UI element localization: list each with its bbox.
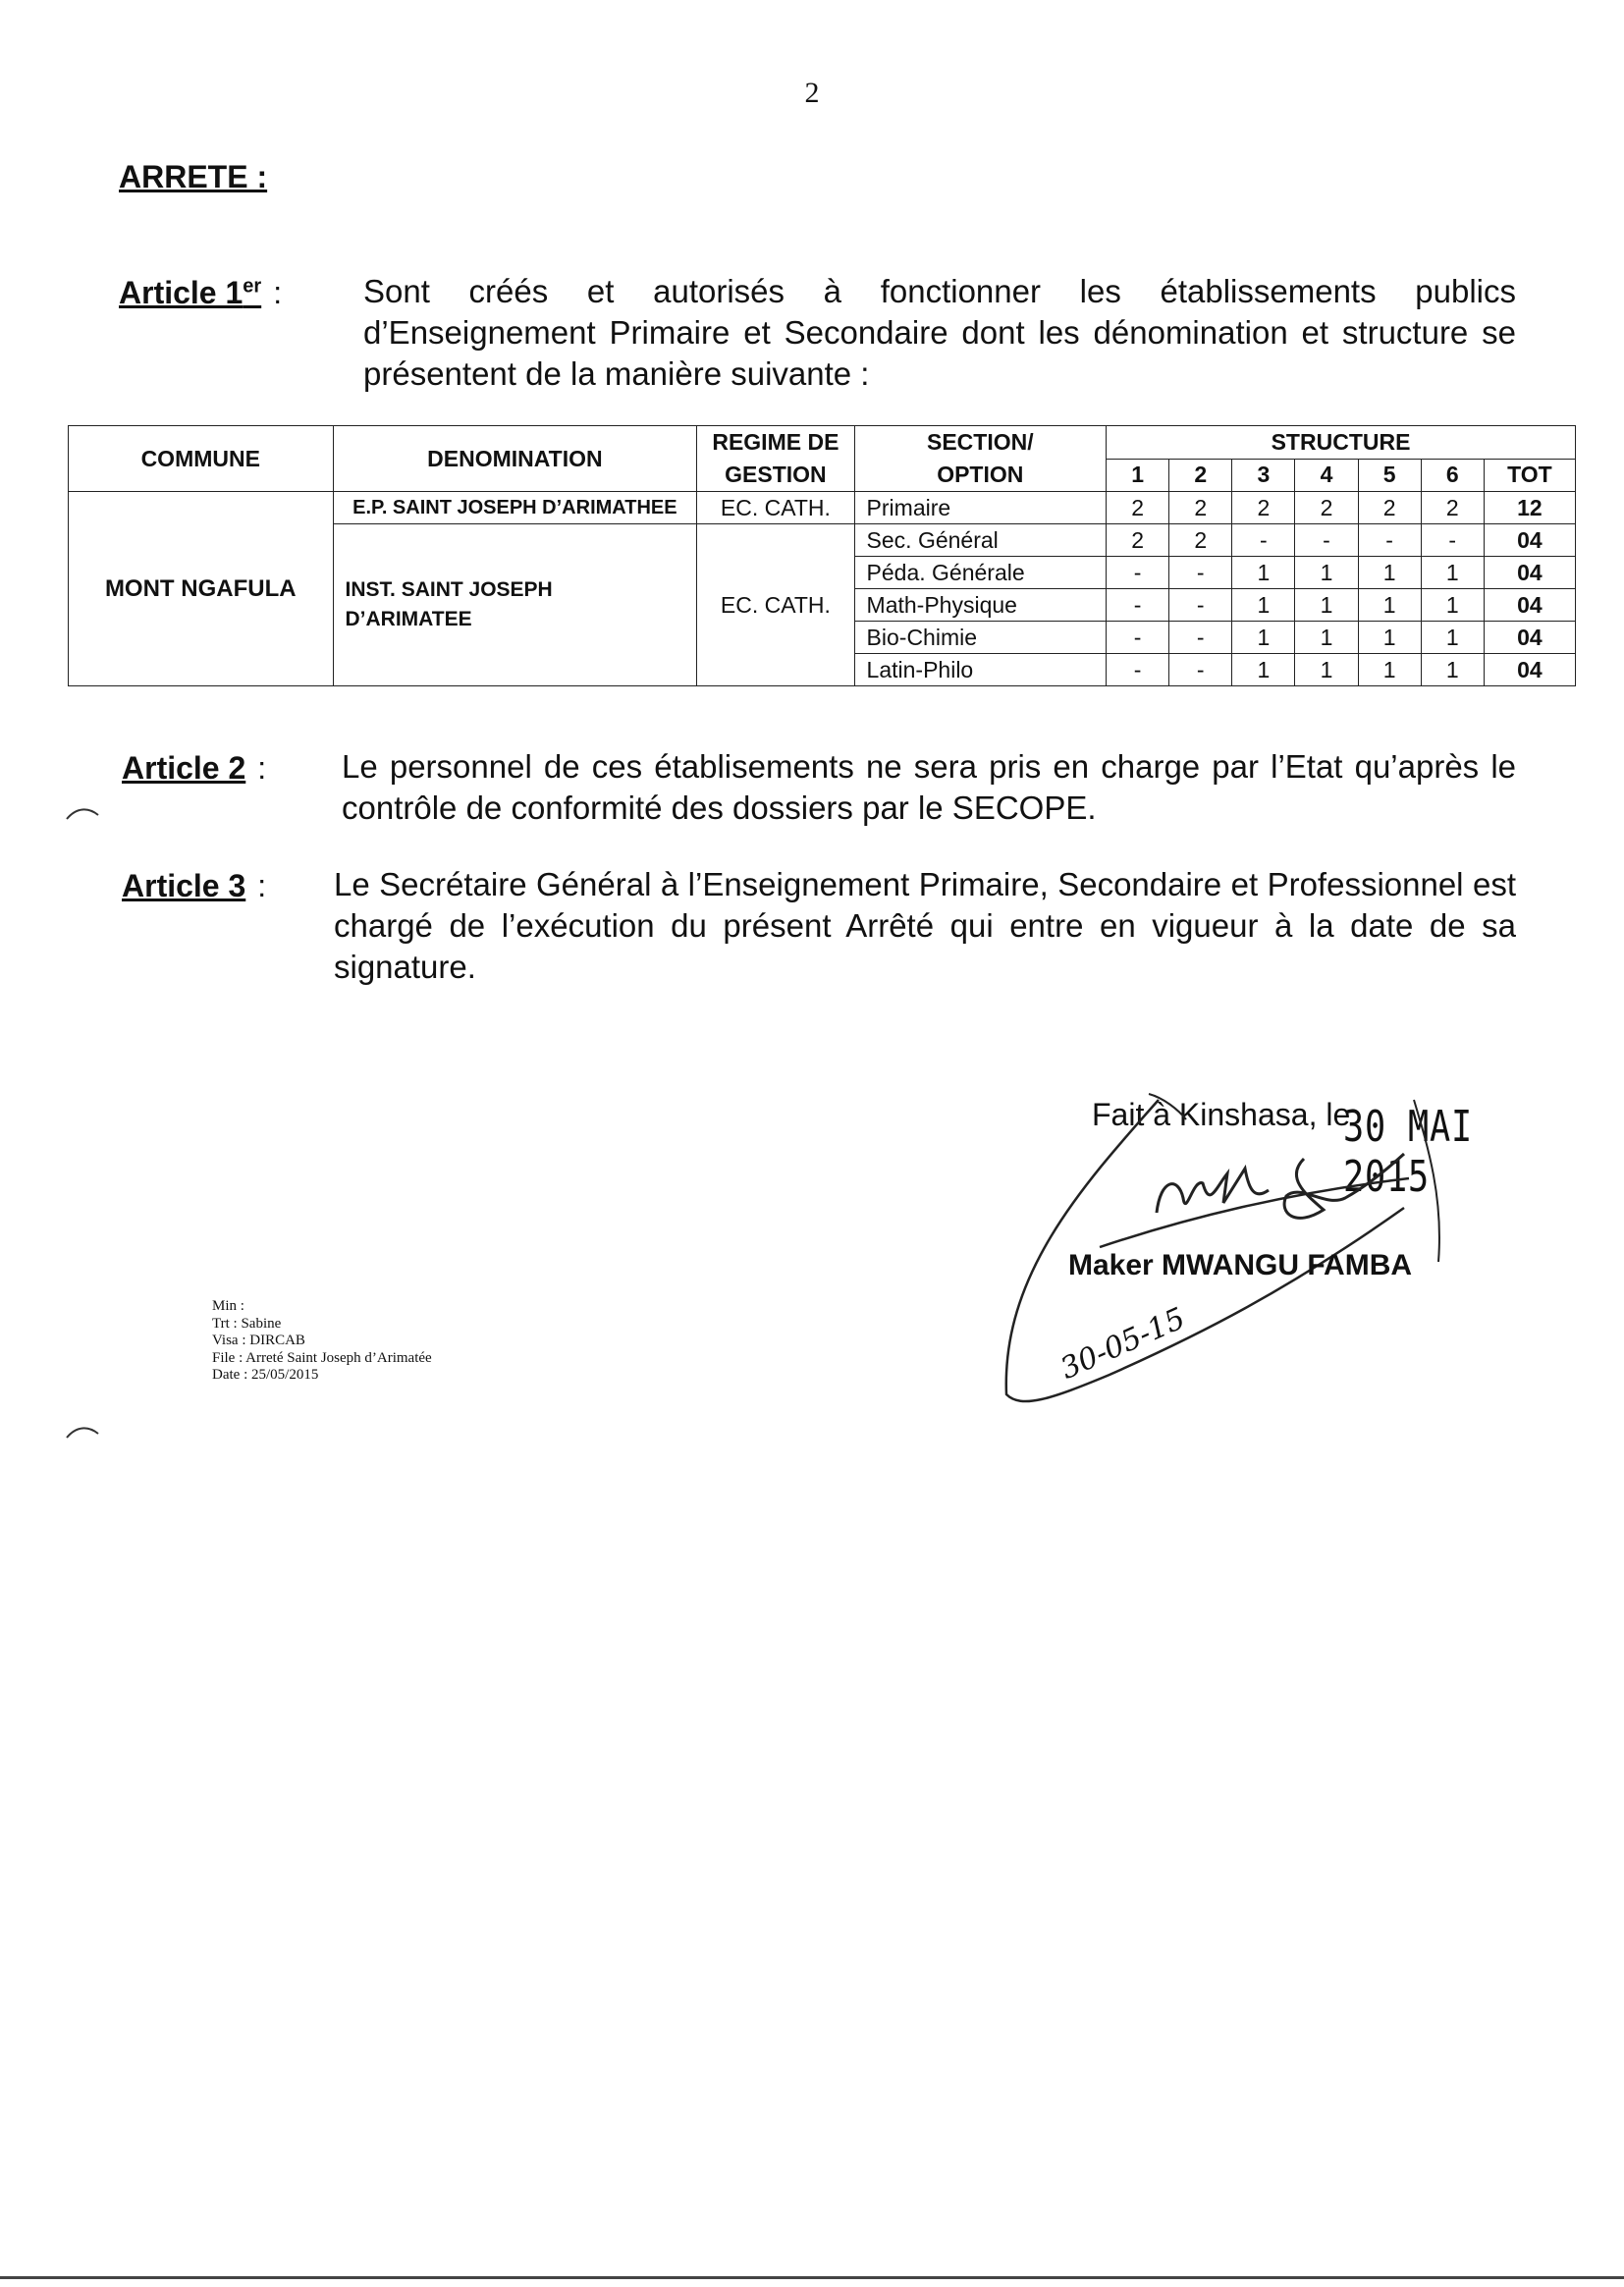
- header-level-5: 5: [1358, 459, 1421, 492]
- total-cell: 04: [1484, 654, 1575, 686]
- total-cell: 04: [1484, 557, 1575, 589]
- section-cell: Primaire: [854, 492, 1107, 524]
- value-cell: 1: [1232, 557, 1295, 589]
- header-commune: COMMUNE: [69, 426, 334, 492]
- value-cell: -: [1358, 524, 1421, 557]
- value-cell: -: [1169, 557, 1232, 589]
- scan-mark: [63, 1422, 102, 1442]
- value-cell: 1: [1358, 622, 1421, 654]
- header-level-3: 3: [1232, 459, 1295, 492]
- meta-line: Date : 25/05/2015: [212, 1367, 319, 1383]
- denomination-line2: D’ARIMATEE: [345, 608, 472, 630]
- value-cell: 1: [1421, 622, 1484, 654]
- article2-text: Le personnel de ces établisements ne sera pris en charge par l’Etat qu’après le contrôle de conformité des dossiers par le SECOPE.: [342, 748, 1516, 826]
- value-cell: -: [1295, 524, 1358, 557]
- denomination-line1: INST. SAINT JOSEPH: [345, 578, 553, 601]
- meta-line: Trt : Sabine: [212, 1315, 282, 1332]
- value-cell: -: [1421, 524, 1484, 557]
- article2-label-text: Article 2: [122, 750, 246, 786]
- value-cell: -: [1232, 524, 1295, 557]
- header-level-tot: TOT: [1484, 459, 1575, 492]
- header-regime: [697, 426, 854, 492]
- scan-mark: [63, 803, 102, 823]
- value-cell: -: [1107, 654, 1169, 686]
- section-cell: Péda. Générale: [854, 557, 1107, 589]
- header-regime-line2: GESTION: [725, 462, 827, 487]
- header-level-1: 1: [1107, 459, 1169, 492]
- header-section-line2: OPTION: [937, 462, 1024, 487]
- section-cell: Bio-Chimie: [854, 622, 1107, 654]
- value-cell: 2: [1232, 492, 1295, 524]
- total-cell: 12: [1484, 492, 1575, 524]
- meta-line: Min :: [212, 1298, 244, 1314]
- value-cell: -: [1107, 557, 1169, 589]
- article1-label-text: Article 1: [119, 275, 244, 310]
- value-cell: -: [1107, 622, 1169, 654]
- value-cell: -: [1169, 654, 1232, 686]
- article3-label: [122, 868, 266, 904]
- value-cell: -: [1169, 622, 1232, 654]
- header-structure: STRUCTURE: [1107, 426, 1576, 460]
- value-cell: 2: [1169, 492, 1232, 524]
- bottom-rule: [0, 2276, 1624, 2279]
- article1-label: [119, 275, 282, 311]
- value-cell: 1: [1232, 654, 1295, 686]
- value-cell: 1: [1421, 589, 1484, 622]
- value-cell: 2: [1421, 492, 1484, 524]
- signatory-name: Maker MWANGU FAMBA: [1068, 1249, 1413, 1281]
- value-cell: 1: [1421, 654, 1484, 686]
- value-cell: 2: [1107, 524, 1169, 557]
- stamp-date: 30 MAI 2015: [1343, 1102, 1473, 1202]
- value-cell: -: [1107, 589, 1169, 622]
- article2-label: [122, 750, 266, 787]
- article3-colon: :: [257, 868, 267, 903]
- value-cell: 1: [1295, 589, 1358, 622]
- value-cell: 1: [1421, 557, 1484, 589]
- article1-label-sup: er: [243, 275, 262, 298]
- value-cell: -: [1169, 589, 1232, 622]
- value-cell: 2: [1169, 524, 1232, 557]
- regime-cell: EC. CATH.: [697, 492, 854, 524]
- regime-cell: EC. CATH.: [697, 524, 854, 686]
- value-cell: 1: [1358, 589, 1421, 622]
- header-level-4: 4: [1295, 459, 1358, 492]
- value-cell: 1: [1232, 622, 1295, 654]
- value-cell: 1: [1358, 654, 1421, 686]
- header-section-line1: SECTION/: [926, 429, 1034, 455]
- section-cell: Math-Physique: [854, 589, 1107, 622]
- header-regime-line1: REGIME DE: [712, 429, 839, 455]
- section-cell: Sec. Général: [854, 524, 1107, 557]
- total-cell: 04: [1484, 589, 1575, 622]
- value-cell: 1: [1232, 589, 1295, 622]
- header-level-2: 2: [1169, 459, 1232, 492]
- value-cell: 1: [1358, 557, 1421, 589]
- document-metadata: [212, 1298, 432, 1385]
- article2-colon: :: [257, 750, 267, 786]
- table-row: [69, 492, 1576, 524]
- value-cell: 1: [1295, 622, 1358, 654]
- total-cell: 04: [1484, 524, 1575, 557]
- meta-line: File : Arreté Saint Joseph d’Arimatée: [212, 1349, 432, 1366]
- article1-text: Sont créés et autorisés à fonctionner les établissements publics d’Enseignement Primaire et Secondaire dont les dénomination et structure se présentent de la manière suivante :: [363, 273, 1516, 392]
- header-level-6: 6: [1421, 459, 1484, 492]
- article3-text: Le Secrétaire Général à l’Enseignement Primaire, Secondaire et Professionnel est chargé de l’exécution du présent Arrêté qui entre en vigueur à la date de sa signature.: [334, 866, 1516, 985]
- article1-colon: :: [273, 275, 283, 310]
- value-cell: 1: [1295, 654, 1358, 686]
- value-cell: 1: [1295, 557, 1358, 589]
- header-denomination: DENOMINATION: [333, 426, 697, 492]
- total-cell: 04: [1484, 622, 1575, 654]
- article3-label-text: Article 3: [122, 868, 246, 903]
- handwritten-date: 30-05-15: [1056, 1301, 1191, 1387]
- structure-table: [68, 425, 1576, 686]
- section-cell: Latin-Philo: [854, 654, 1107, 686]
- value-cell: 2: [1358, 492, 1421, 524]
- denomination-cell: E.P. SAINT JOSEPH D’ARIMATHEE: [333, 492, 697, 524]
- denomination-cell: [333, 524, 697, 686]
- arrete-heading: ARRETE :: [119, 159, 268, 194]
- commune-cell: MONT NGAFULA: [69, 492, 334, 686]
- page-number: 2: [804, 77, 820, 109]
- meta-line: Visa : DIRCAB: [212, 1333, 305, 1348]
- value-cell: 2: [1107, 492, 1169, 524]
- place-date-line: Fait à Kinshasa, le: [1092, 1097, 1351, 1132]
- value-cell: 2: [1295, 492, 1358, 524]
- header-section: [854, 426, 1107, 492]
